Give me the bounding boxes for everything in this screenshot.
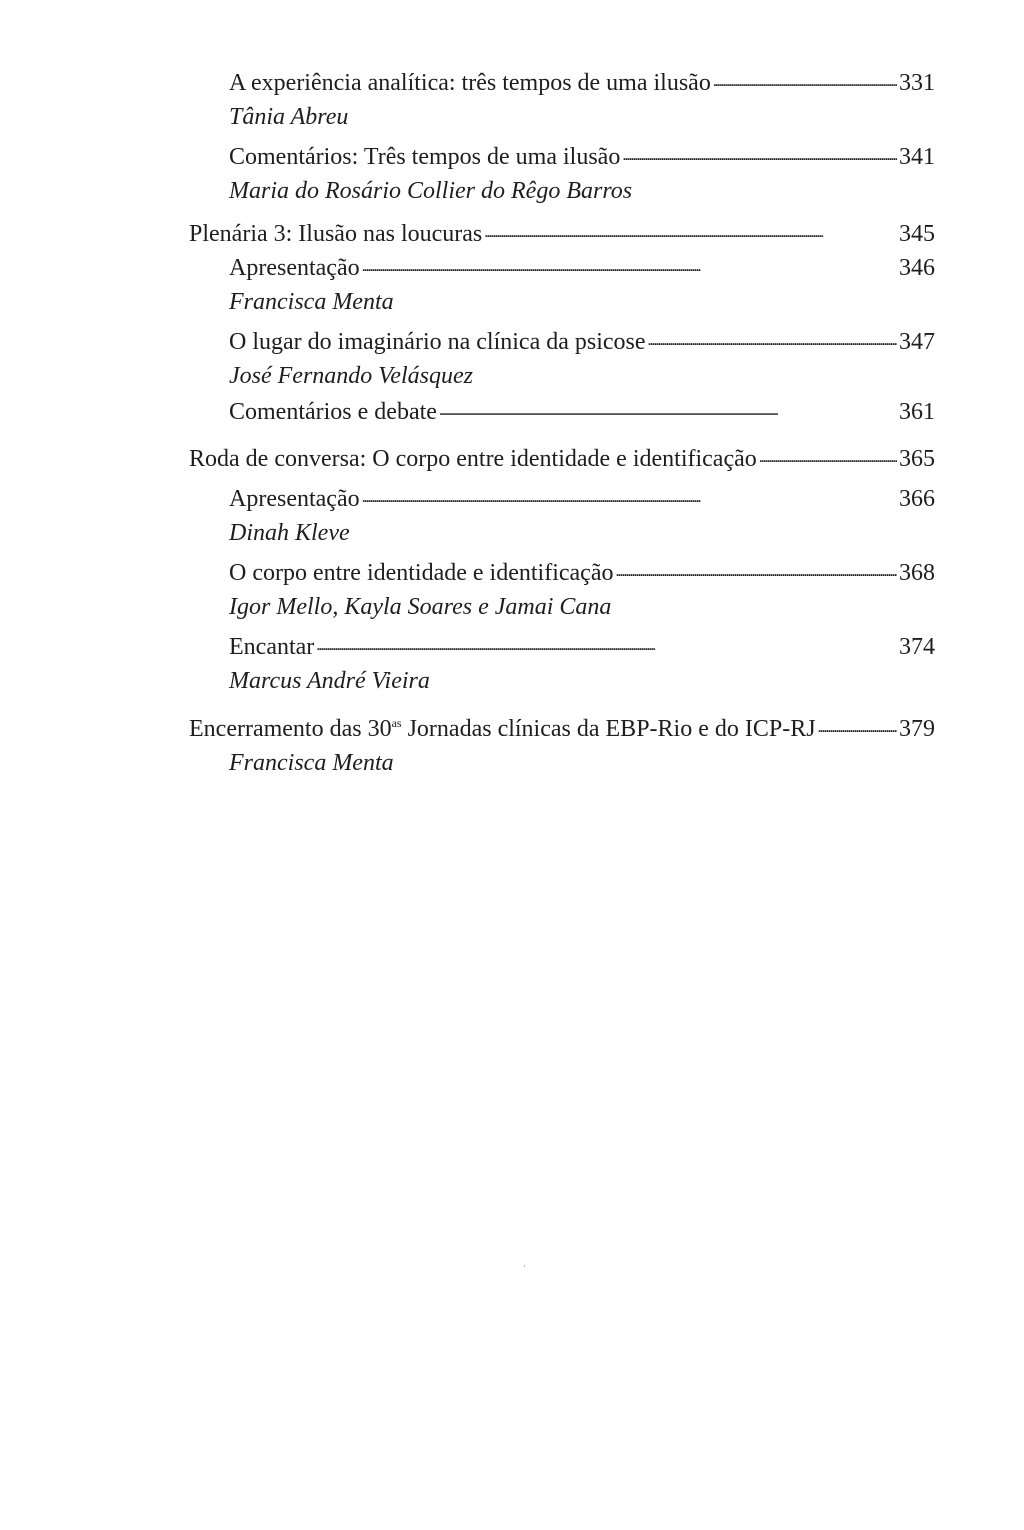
- toc-section: [189, 442, 935, 476]
- toc-entry-title: A experiência analítica: três tempos de uma ilusão: [229, 70, 711, 96]
- toc-entry-author: Maria do Rosário Collier do Rêgo Barros: [229, 178, 633, 204]
- dot-leader: [648, 325, 897, 349]
- toc-entry: [189, 325, 935, 393]
- toc-entry-author: José Fernando Velásquez: [229, 363, 473, 389]
- toc-entry: [189, 482, 935, 550]
- toc-section-line: [189, 712, 935, 746]
- toc-entry-line: [229, 482, 935, 516]
- toc-section-page: 379: [899, 716, 935, 742]
- toc-section-line: [189, 217, 935, 251]
- toc-entry-line: [229, 325, 935, 359]
- toc-entry: [189, 630, 935, 698]
- toc-entry: [189, 395, 935, 429]
- toc-entry-title: O lugar do imaginário na clínica da psicose: [229, 329, 646, 355]
- toc-entry-line: [229, 395, 935, 429]
- toc-entry-page: 341: [899, 144, 935, 170]
- toc-section-page: 365: [899, 446, 935, 472]
- toc-section-title-text: Encerramento das 30: [189, 716, 392, 742]
- dot-leader: [713, 66, 897, 90]
- toc-entry-title: Comentários e debate: [229, 399, 437, 425]
- dot-leader: [362, 482, 897, 506]
- toc-section: [189, 712, 935, 780]
- ordinal-superscript: as: [391, 716, 402, 730]
- dot-leader: [818, 712, 897, 736]
- toc-entry: [189, 556, 935, 624]
- dot-leader: [316, 630, 897, 654]
- toc-section: [189, 217, 935, 251]
- toc-section-title-text: Jornadas clínicas da EBP-Rio e do ICP-RJ: [401, 716, 816, 742]
- toc-section-title: Plenária 3: Ilusão nas loucuras: [189, 221, 483, 247]
- dot-leader: [759, 442, 897, 466]
- toc-entry-title: O corpo entre identidade e identificação: [229, 560, 614, 586]
- toc-entry: [189, 140, 935, 208]
- dot-leader: [484, 217, 897, 241]
- toc-entry-title: Comentários: Três tempos de uma ilusão: [229, 144, 621, 170]
- toc-entry-author: Marcus André Vieira: [229, 668, 430, 694]
- dot-leader: [615, 556, 897, 580]
- toc-entry-page: 368: [899, 560, 935, 586]
- toc-entry: [189, 66, 935, 134]
- toc-section-line: [189, 442, 935, 476]
- dot-leader: [439, 395, 897, 419]
- toc-entry-page: 361: [899, 399, 935, 425]
- toc-entry-line: [229, 66, 935, 100]
- toc-entry-line: [229, 630, 935, 664]
- toc-entry-line: [229, 140, 935, 174]
- dot-leader: [362, 251, 897, 275]
- toc-entry-page: 347: [899, 329, 935, 355]
- toc-section-title: Roda de conversa: O corpo entre identidade e identificação: [189, 446, 757, 472]
- toc-entry-page: 331: [899, 70, 935, 96]
- toc-entry-line: [229, 556, 935, 590]
- toc-section-title: [189, 712, 816, 746]
- table-of-contents: [189, 66, 935, 780]
- toc-entry-page: 374: [899, 634, 935, 660]
- toc-entry-author: Dinah Kleve: [229, 520, 350, 546]
- toc-entry-title: Apresentação: [229, 486, 360, 512]
- toc-entry-author: Francisca Menta: [229, 289, 394, 315]
- toc-entry-page: 366: [899, 486, 935, 512]
- toc-entry-line: [229, 251, 935, 285]
- scan-speck: [524, 1265, 525, 1267]
- toc-entry-author: Igor Mello, Kayla Soares e Jamai Cana: [229, 594, 612, 620]
- toc-section-page: 345: [899, 221, 935, 247]
- toc-entry-title: Apresentação: [229, 255, 360, 281]
- toc-entry-page: 346: [899, 255, 935, 281]
- toc-entry: [189, 251, 935, 319]
- dot-leader: [622, 140, 897, 164]
- toc-section-author: Francisca Menta: [229, 750, 394, 776]
- toc-entry-title: Encantar: [229, 634, 315, 660]
- toc-entry-author: Tânia Abreu: [229, 104, 349, 130]
